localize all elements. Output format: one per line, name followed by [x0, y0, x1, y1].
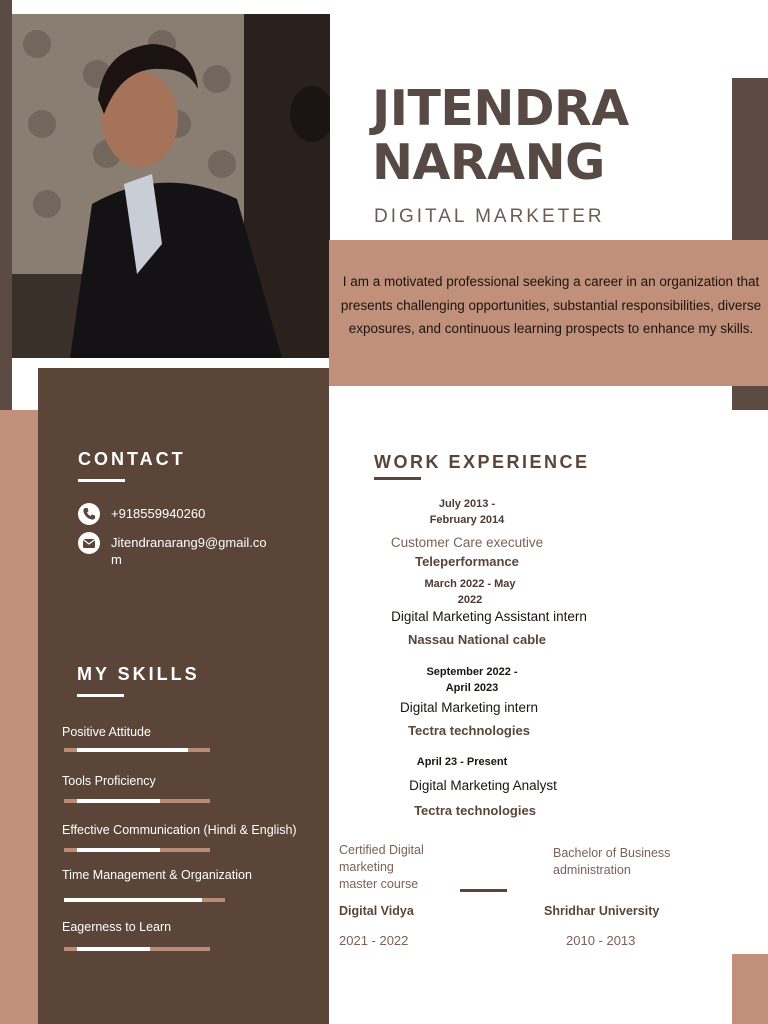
skills-heading-underline — [77, 694, 124, 697]
job-role: Digital Marketing intern — [399, 700, 539, 715]
job-role: Digital Marketing Analyst — [409, 778, 557, 793]
skill-bar — [64, 898, 225, 902]
profile-photo — [12, 14, 330, 358]
job-title: DIGITAL MARKETER — [374, 206, 605, 227]
education-degree-line: Bachelor of Business — [553, 846, 671, 860]
education-course-line: marketing — [339, 860, 394, 874]
skill-label: Effective Communication (Hindi & English) — [62, 823, 297, 837]
work-experience-heading: WORK EXPERIENCE — [374, 452, 590, 472]
job-date-line: 2022 — [457, 594, 483, 606]
left-accent-strip-dark — [0, 0, 12, 410]
skill-label: Eagerness to Learn — [62, 920, 172, 934]
skill-bar-fill — [77, 947, 150, 951]
skill-bar — [64, 947, 210, 951]
contact-heading: CONTACT — [78, 449, 186, 469]
email-line-1: Jitendranarang9@gmail.co — [111, 535, 267, 550]
education-school: Digital Vidya — [339, 904, 414, 918]
email-icon — [78, 532, 100, 554]
work-heading-underline — [374, 477, 421, 480]
skill-bar-fill — [77, 748, 188, 752]
left-accent-strip-tan — [0, 410, 38, 1024]
job-date-line: April 2023 — [445, 682, 499, 694]
education-school: Shridhar University — [544, 904, 660, 918]
job-company: Tectra technologies — [408, 723, 530, 738]
skill-bar — [64, 799, 210, 803]
skills-heading: MY SKILLS — [77, 664, 200, 684]
education-course-line: Certified Digital — [339, 843, 424, 857]
job-date — [402, 754, 522, 770]
job-date-line: September 2022 - — [426, 666, 518, 678]
skill-bar-fill — [64, 898, 202, 902]
skill-label: Positive Attitude — [62, 725, 151, 739]
job-date — [407, 496, 527, 528]
job-role: Customer Care executive — [390, 535, 544, 550]
skill-bar-fill — [77, 799, 160, 803]
education-course-line: master course — [339, 877, 419, 891]
full-name — [372, 82, 712, 190]
job-date-line: July 2013 - — [438, 498, 496, 510]
job-date-line: March 2022 - May — [424, 578, 516, 590]
phone-icon — [78, 503, 100, 525]
skill-bar-fill — [77, 848, 160, 852]
job-date-line: February 2014 — [429, 514, 505, 526]
name-last: NARANG — [372, 134, 605, 191]
education-degree — [553, 845, 703, 879]
skill-bar — [64, 748, 210, 752]
job-date — [412, 664, 532, 696]
job-role: Digital Marketing Assistant intern — [391, 609, 587, 624]
job-company: Tectra technologies — [414, 803, 536, 818]
education-years: 2021 - 2022 — [339, 933, 409, 948]
education-years: 2010 - 2013 — [566, 933, 636, 948]
skill-label: Tools Proficiency — [62, 774, 156, 788]
skill-bar — [64, 848, 210, 852]
job-date-line: April 23 - Present — [416, 756, 508, 768]
contact-heading-underline — [78, 479, 125, 482]
right-accent-bar-bottom — [732, 954, 768, 1024]
skill-label: Time Management & Organization — [62, 868, 252, 882]
summary-text: I am a motivated professional seeking a career in an organization that presents challenging opportunities, substantial responsibilities, diverse exposures, and continuous learning prospects to enhance my skills. — [340, 274, 762, 336]
name-first: JITENDRA — [372, 80, 629, 137]
job-company: Nassau National cable — [408, 632, 546, 647]
education-degree-line: administration — [553, 863, 631, 877]
email-address[interactable] — [111, 534, 267, 568]
job-company: Teleperformance — [415, 554, 519, 569]
education-divider — [460, 889, 507, 892]
email-line-2: m — [111, 552, 122, 567]
phone-number[interactable]: +918559940260 — [111, 506, 206, 521]
education-course — [339, 842, 459, 893]
job-date — [410, 576, 530, 608]
